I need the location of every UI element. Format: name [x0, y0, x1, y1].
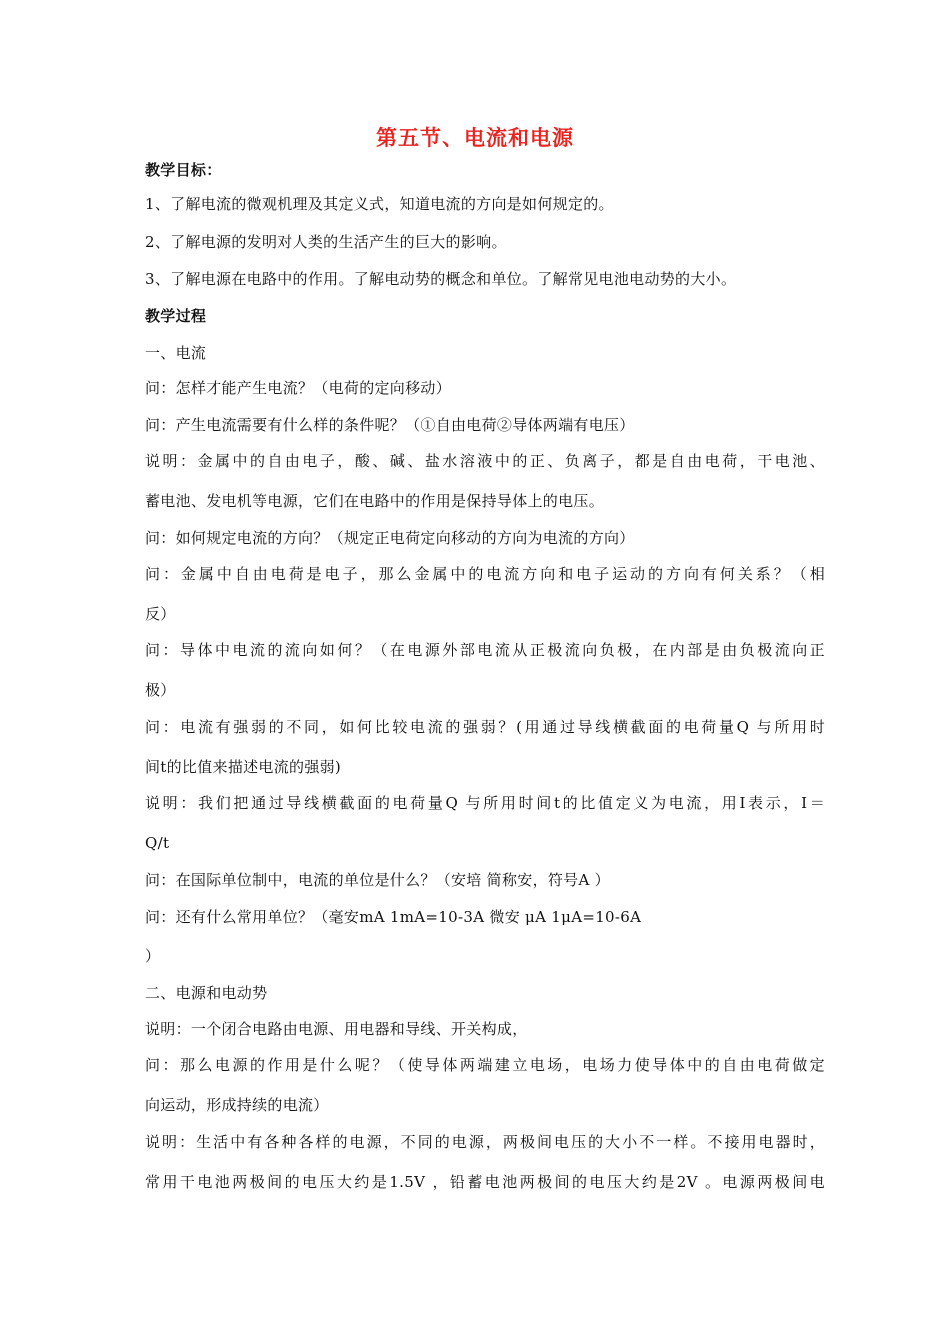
section-2-heading: 二、电源和电动势 [145, 984, 268, 1002]
paragraph-line: 问：怎样才能产生电流？（电荷的定向移动） [145, 379, 452, 397]
paragraph-line: 问：还有什么常用单位？（毫安mA 1mA=10-3A 微安 μA 1μA=10-6A [145, 908, 642, 926]
objective-2: 2、了解电源的发明对人类的生活产生的巨大的影响。 [145, 233, 507, 251]
paragraph-line: 问：在国际单位制中，电流的单位是什么？（安培 简称安，符号A ） [145, 871, 610, 889]
paragraph-line: 说明：生活中有各种各样的电源，不同的电源，两极间电压的大小不一样。不接用电器时， [145, 1133, 825, 1151]
paragraph-line: 向运动，形成持续的电流） [145, 1096, 329, 1114]
paragraph-line: 问：如何规定电流的方向？（规定正电荷定向移动的方向为电流的方向） [145, 529, 635, 547]
objective-3: 3、了解电源在电路中的作用。了解电动势的概念和单位。了解常见电池电动势的大小。 [145, 270, 737, 288]
heading-objectives: 教学目标： [145, 161, 222, 179]
paragraph-line: ） [145, 947, 161, 965]
paragraph-line: 蓄电池、发电机等电源，它们在电路中的作用是保持导体上的电压。 [145, 492, 605, 510]
paragraph-line: 反） [145, 605, 176, 623]
page-title: 第五节、电流和电源 [376, 126, 574, 150]
paragraph-line: Q/t [145, 834, 170, 852]
heading-process: 教学过程 [145, 307, 207, 325]
paragraph-line: 常用干电池两极间的电压大约是1.5V ，铅蓄电池两极间的电压大约是2V 。电源两极间电 [145, 1173, 825, 1191]
objective-1: 1、了解电流的微观机理及其定义式，知道电流的方向是如何规定的。 [145, 195, 614, 213]
paragraph-line: 问：金属中自由电荷是电子，那么金属中的电流方向和电子运动的方向有何关系？（相 [145, 565, 825, 583]
paragraph-line: 说明：金属中的自由电子，酸、碱、盐水溶液中的正、负离子，都是自由电荷，干电池、 [145, 452, 825, 470]
paragraph-line: 问：导体中电流的流向如何？（在电源外部电流从正极流向负极，在内部是由负极流向正 [145, 641, 825, 659]
paragraph-line: 问：那么电源的作用是什么呢？（使导体两端建立电场，电场力使导体中的自由电荷做定 [145, 1056, 825, 1074]
paragraph-line: 问：电流有强弱的不同，如何比较电流的强弱？(用通过导线横截面的电荷量Q 与所用时 [145, 718, 825, 736]
section-1-heading: 一、电流 [145, 344, 207, 362]
paragraph-line: 说明：一个闭合电路由电源、用电器和导线、开关构成， [145, 1020, 528, 1038]
paragraph-line: 极） [145, 681, 176, 699]
paragraph-line: 问：产生电流需要有什么样的条件呢？（①自由电荷②导体两端有电压） [145, 416, 635, 434]
paragraph-line: 说明：我们把通过导线横截面的电荷量Q 与所用时间t的比值定义为电流，用I表示，I＝ [145, 794, 825, 812]
paragraph-line: 间t的比值来描述电流的强弱) [145, 758, 342, 776]
